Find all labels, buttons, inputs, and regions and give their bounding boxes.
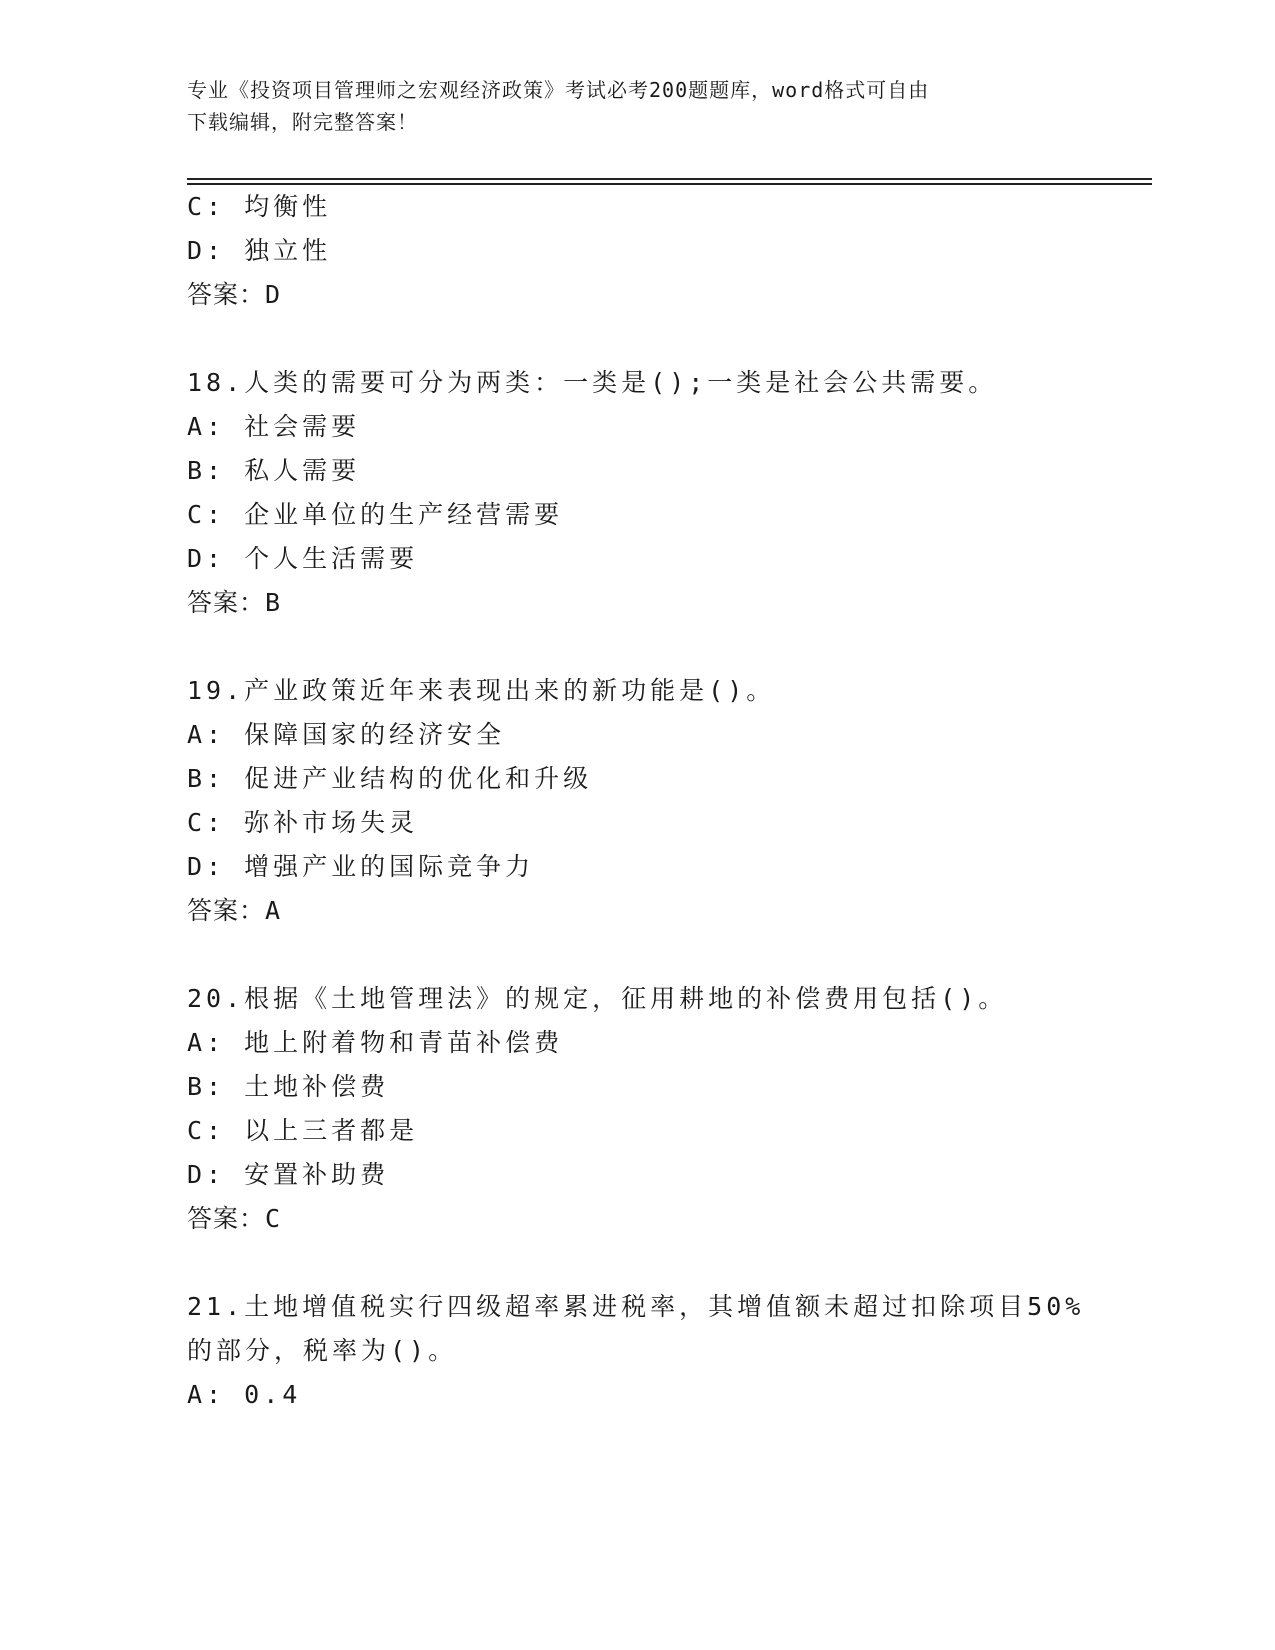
q21-stem-line-2: 的部分，税率为()。 [187, 1336, 458, 1365]
q18-option-d: D: 个人生活需要 [187, 544, 419, 573]
q19-option-a: A: 保障国家的经济安全 [187, 720, 506, 749]
q17-answer: 答案：D [187, 280, 282, 309]
header-line-2: 下载编辑，附完整答案！ [187, 110, 418, 134]
q18-option-c: C: 企业单位的生产经营需要 [187, 500, 564, 529]
q21-stem-line-1: 21.土地增值税实行四级超率累进税率，其增值额未超过扣除项目50% [187, 1292, 1085, 1321]
document-header [187, 74, 1087, 138]
header-line-1: 专业《投资项目管理师之宏观经济政策》考试必考200题题库，word格式可自由 [187, 78, 930, 102]
q18-option-b: B: 私人需要 [187, 456, 361, 485]
q19-answer: 答案：A [187, 896, 282, 925]
q20-option-c: C: 以上三者都是 [187, 1116, 419, 1145]
q17-option-c: C: 均衡性 [187, 192, 332, 221]
q20-option-d: D: 安置补助费 [187, 1160, 390, 1189]
q19-option-c: C: 弥补市场失灵 [187, 808, 419, 837]
q18-answer: 答案：B [187, 588, 282, 617]
q20-option-b: B: 土地补偿费 [187, 1072, 390, 1101]
q20-answer: 答案：C [187, 1204, 282, 1233]
header-divider-bottom [187, 183, 1152, 185]
q18-option-a: A: 社会需要 [187, 412, 361, 441]
q19-option-b: B: 促进产业结构的优化和升级 [187, 764, 593, 793]
header-divider-top [187, 178, 1152, 180]
q20-stem: 20.根据《土地管理法》的规定，征用耕地的补偿费用包括()。 [187, 984, 1008, 1013]
q21-option-a: A: 0.4 [187, 1380, 302, 1409]
q20-option-a: A: 地上附着物和青苗补偿费 [187, 1028, 564, 1057]
q17-option-d: D: 独立性 [187, 236, 332, 265]
q19-stem: 19.产业政策近年来表现出来的新功能是()。 [187, 676, 776, 705]
q19-option-d: D: 增强产业的国际竞争力 [187, 852, 535, 881]
q18-stem: 18.人类的需要可分为两类：一类是();一类是社会公共需要。 [187, 368, 998, 397]
